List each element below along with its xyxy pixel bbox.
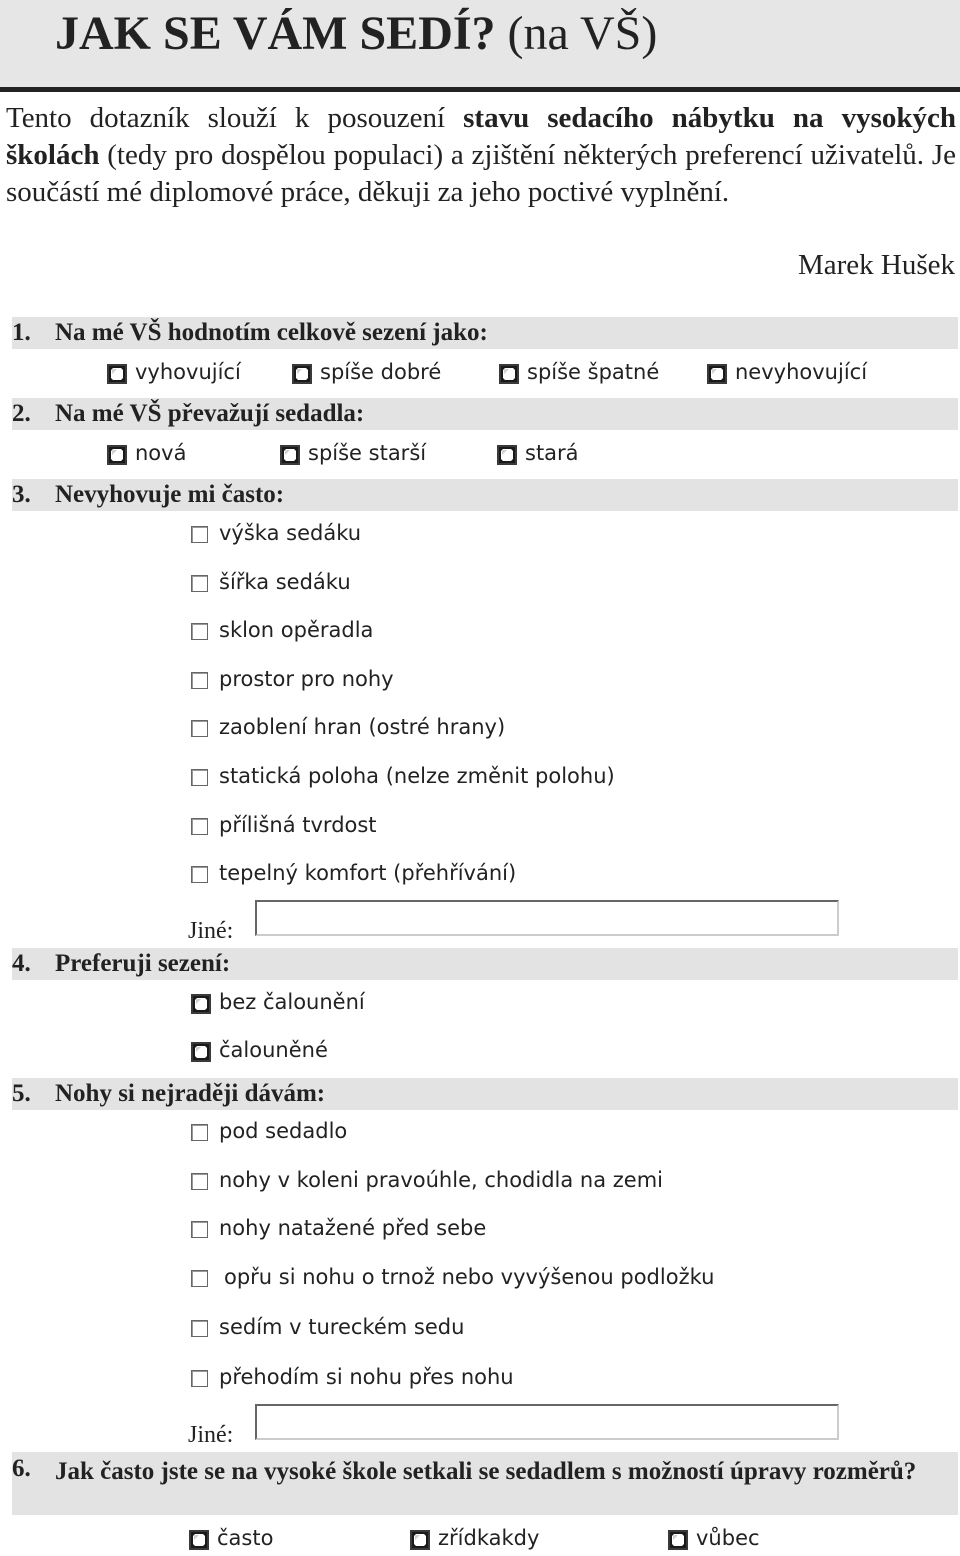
author-name: Marek Hušek (797, 249, 955, 281)
checkbox[interactable] (191, 1221, 208, 1238)
option-label: přílišná tvrdost (219, 813, 377, 837)
radio-icon[interactable] (707, 364, 727, 384)
other-text-input[interactable] (255, 900, 839, 936)
option-label: opřu si nohu o trnož nebo vyvýšenou podložku (224, 1265, 715, 1289)
checkbox[interactable] (191, 720, 208, 737)
checkbox[interactable] (191, 526, 208, 543)
option-label: výška sedáku (219, 521, 362, 545)
question-3-text: Nevyhovuje mi často: (55, 481, 285, 508)
option-label: přehodím si nohu přes nohu (219, 1365, 514, 1389)
radio-icon[interactable] (280, 445, 300, 465)
option-label: sedím v tureckém sedu (219, 1315, 465, 1339)
option-label: nohy natažené před sebe (219, 1216, 487, 1240)
question-6-text: Jak často jste se na vysoké škole setkali se sedadlem s možností úpravy rozměrů? (55, 1458, 917, 1485)
question-number: 5. (12, 1080, 31, 1107)
intro-paragraph: Tento dotazník slouží k posouzení stavu sedacího nábytku na vysokých školách (tedy pro dospělou populaci) a zjištění některých preferencí uživatelů. Je součástí mé diplomové práce, děkuji za jeho poctivé vyplnění. (6, 102, 956, 208)
option-label: prostor pro nohy (219, 667, 394, 691)
checkbox[interactable] (191, 623, 208, 640)
option-label: stará (525, 441, 579, 465)
option-label: nová (135, 441, 187, 465)
option-label: spíše špatné (527, 360, 660, 384)
option-label: pod sedadlo (219, 1119, 348, 1143)
question-number: 2. (12, 400, 31, 427)
radio-icon[interactable] (191, 1042, 211, 1062)
option-label: často (217, 1526, 274, 1550)
option-label: čalouněné (219, 1038, 328, 1062)
radio-icon[interactable] (410, 1530, 430, 1550)
option-label: šířka sedáku (219, 570, 351, 594)
radio-icon[interactable] (292, 364, 312, 384)
option-label: nohy v koleni pravoúhle, chodidla na zemi (219, 1168, 664, 1192)
option-label: bez čalounění (219, 990, 365, 1014)
option-label: vyhovující (135, 360, 241, 384)
radio-icon[interactable] (191, 994, 211, 1014)
option-label: statická poloha (nelze změnit polohu) (219, 764, 615, 788)
option-label: nevyhovující (735, 360, 868, 384)
other-label: Jiné: (188, 1422, 234, 1448)
page-title: JAK SE VÁM SEDÍ? (na VŠ) (55, 7, 658, 60)
title-bar (0, 0, 960, 92)
option-label: sklon opěradla (219, 618, 374, 642)
question-number: 6. (12, 1455, 31, 1482)
radio-icon[interactable] (497, 445, 517, 465)
checkbox[interactable] (191, 1320, 208, 1337)
radio-icon[interactable] (189, 1530, 209, 1550)
checkbox[interactable] (191, 769, 208, 786)
option-label: zaoblení hran (ostré hrany) (219, 715, 506, 739)
question-5-text: Nohy si nejraději dávám: (55, 1080, 326, 1107)
option-label: zřídkakdy (438, 1526, 540, 1550)
radio-icon[interactable] (107, 445, 127, 465)
checkbox[interactable] (191, 866, 208, 883)
question-number: 3. (12, 481, 31, 508)
question-2-text: Na mé VŠ převažují sedadla: (55, 400, 365, 427)
other-label: Jiné: (188, 918, 234, 944)
option-label: tepelný komfort (přehřívání) (219, 861, 517, 885)
radio-icon[interactable] (668, 1530, 688, 1550)
question-4-text: Preferuji sezení: (55, 950, 231, 977)
question-number: 1. (12, 319, 31, 346)
other-text-input[interactable] (255, 1404, 839, 1440)
option-label: vůbec (696, 1526, 760, 1550)
checkbox[interactable] (191, 1124, 208, 1141)
checkbox[interactable] (191, 1270, 208, 1287)
checkbox[interactable] (191, 1173, 208, 1190)
checkbox[interactable] (191, 575, 208, 592)
radio-icon[interactable] (107, 364, 127, 384)
option-label: spíše dobré (320, 360, 442, 384)
question-1-text: Na mé VŠ hodnotím celkově sezení jako: (55, 319, 488, 346)
checkbox[interactable] (191, 1370, 208, 1387)
option-label: spíše starší (308, 441, 427, 465)
radio-icon[interactable] (499, 364, 519, 384)
question-number: 4. (12, 950, 31, 977)
checkbox[interactable] (191, 672, 208, 689)
checkbox[interactable] (191, 818, 208, 835)
